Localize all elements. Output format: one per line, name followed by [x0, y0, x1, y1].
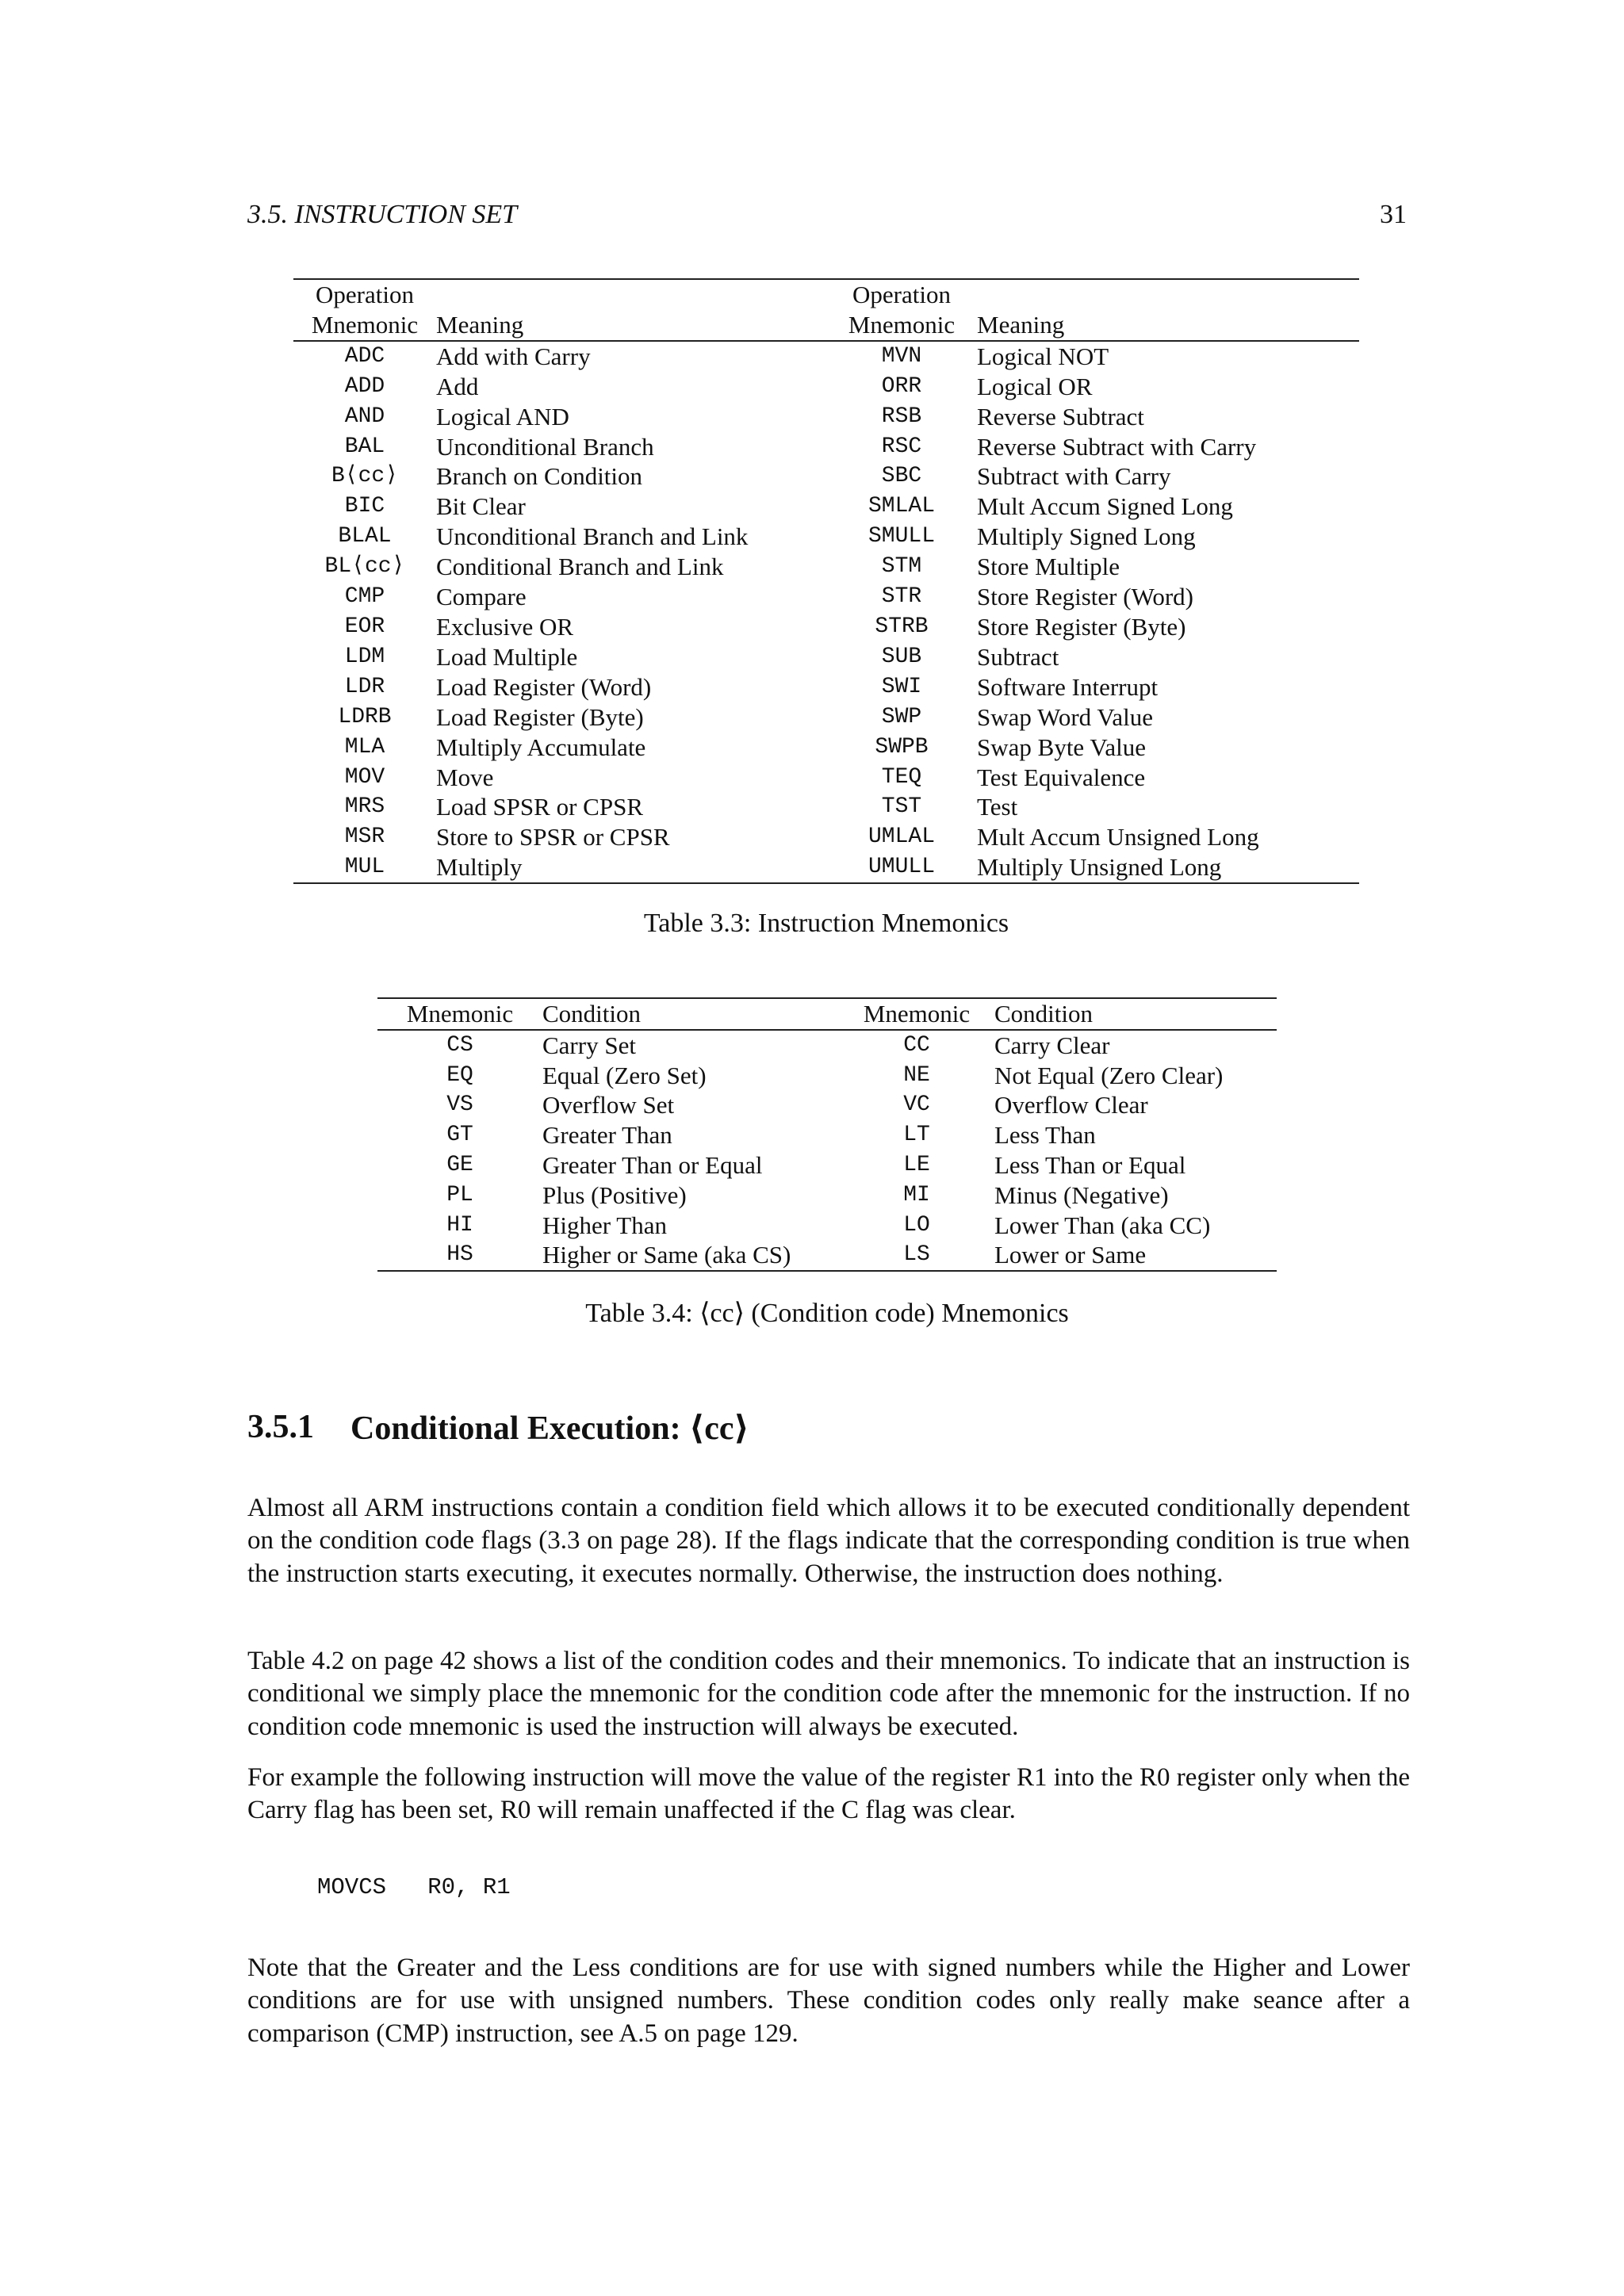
- meaning-cell: Logical AND: [436, 402, 569, 430]
- condition-mnemonic-cell: NE: [903, 1062, 930, 1088]
- mnemonic-cell: B⟨cc⟩: [331, 464, 399, 489]
- condition-mnemonic-cell: LE: [903, 1152, 930, 1177]
- table-row: [293, 822, 1359, 852]
- meaning-cell: Subtract: [977, 642, 1059, 671]
- section-running-title: 3.5. INSTRUCTION SET: [247, 200, 518, 229]
- meaning-cell: Add with Carry: [436, 342, 591, 370]
- mnemonic-cell: ORR: [881, 373, 922, 399]
- table-row: [293, 372, 1359, 402]
- mnemonic-cell: TEQ: [881, 764, 922, 790]
- condition-cell: Lower Than (aka CC): [994, 1211, 1211, 1239]
- condition-mnemonic-cell: MI: [903, 1182, 930, 1207]
- condition-cell: Equal (Zero Set): [542, 1061, 707, 1089]
- paragraph: Almost all ARM instructions contain a condition field which allows it to be executed conditionally dependent on the condition code flags (3.3 on page 28). If the flags indicate that the corresponding condition is true when the instruction starts executing, it executes normally. Otherwise, the instruction does nothing.: [247, 1494, 1410, 1588]
- section-heading: [247, 1408, 749, 1448]
- section-number: 3.5.1: [247, 1409, 314, 1445]
- meaning-cell: Reverse Subtract with Carry: [977, 432, 1257, 461]
- column-header-operation: Operation: [316, 281, 414, 308]
- table-row: [293, 432, 1359, 462]
- condition-cell: Greater Than: [542, 1121, 672, 1150]
- condition-cell: Less Than: [994, 1121, 1096, 1150]
- condition-cell: Higher Than: [542, 1211, 667, 1239]
- mnemonic-cell: STR: [881, 584, 922, 610]
- meaning-cell: Compare: [436, 583, 527, 611]
- condition-mnemonic-cell: VC: [903, 1093, 930, 1118]
- meaning-cell: Multiply Unsigned Long: [977, 853, 1222, 882]
- table-caption: Table 3.3: Instruction Mnemonics: [643, 909, 1009, 938]
- code-example: MOVCS R0, R1: [317, 1874, 511, 1900]
- meaning-cell: Test Equivalence: [977, 763, 1146, 791]
- condition-mnemonic-cell: CC: [903, 1032, 930, 1058]
- column-header-mnemonic: Mnemonic: [293, 310, 436, 341]
- meaning-cell: Reverse Subtract: [977, 402, 1144, 430]
- mnemonic-cell: BLAL: [338, 524, 392, 549]
- condition-cell: Greater Than or Equal: [542, 1150, 763, 1179]
- meaning-cell: Move: [436, 763, 494, 791]
- mnemonic-cell: EOR: [344, 614, 385, 639]
- condition-mnemonic-cell: VS: [446, 1093, 473, 1118]
- meaning-cell: Mult Accum Unsigned Long: [977, 823, 1259, 851]
- page-number: 31: [1380, 200, 1407, 229]
- column-header-mnemonic: Mnemonic: [839, 998, 994, 1030]
- condition-mnemonic-cell: GT: [446, 1123, 473, 1148]
- condition-mnemonic-cell: PL: [446, 1182, 473, 1207]
- condition-cell: Overflow Clear: [994, 1091, 1148, 1119]
- mnemonic-cell: SUB: [881, 644, 922, 669]
- table-row: [293, 612, 1359, 642]
- condition-mnemonic-cell: CS: [446, 1032, 473, 1058]
- meaning-cell: Conditional Branch and Link: [436, 553, 724, 581]
- column-header-meaning: Meaning: [977, 310, 1359, 341]
- mnemonic-cell: STM: [881, 554, 922, 580]
- condition-mnemonic-cell: HI: [446, 1212, 473, 1238]
- condition-cell: Plus (Positive): [542, 1181, 687, 1209]
- meaning-cell: Swap Byte Value: [977, 733, 1146, 761]
- meaning-cell: Exclusive OR: [436, 612, 574, 641]
- mnemonic-cell: LDR: [344, 674, 385, 699]
- mnemonic-cell: BAL: [344, 434, 385, 459]
- mnemonic-cell: SBC: [881, 464, 922, 489]
- meaning-cell: Load Register (Word): [436, 672, 652, 701]
- mnemonic-cell: TST: [881, 794, 922, 820]
- meaning-cell: Test: [977, 793, 1018, 821]
- mnemonic-cell: BIC: [344, 494, 385, 519]
- condition-cell: Carry Set: [542, 1031, 636, 1059]
- mnemonic-cell: SMULL: [868, 524, 935, 549]
- mnemonic-cell: MVN: [881, 343, 922, 369]
- table-caption: Table 3.4: ⟨cc⟩ (Condition code) Mnemonics: [585, 1299, 1069, 1328]
- mnemonic-cell: AND: [344, 404, 385, 429]
- condition-code-table: [377, 997, 1277, 1272]
- meaning-cell: Multiply Signed Long: [977, 522, 1196, 551]
- table-row: [377, 1061, 1277, 1091]
- table-row: [293, 642, 1359, 672]
- paragraph: For example the following instruction will move the value of the register R1 into the R0 register only when the Carry flag has been set, R0 will remain unaffected if the C flag was clear.: [247, 1763, 1410, 1825]
- table-row: [293, 461, 1359, 492]
- column-header-condition: Condition: [994, 998, 1277, 1030]
- instruction-mnemonics-table: [293, 278, 1359, 884]
- mnemonic-cell: LDRB: [338, 704, 392, 729]
- table-row: [377, 1150, 1277, 1181]
- mnemonic-cell: UMULL: [868, 855, 935, 880]
- condition-cell: Minus (Negative): [994, 1181, 1169, 1209]
- table-row: [293, 792, 1359, 822]
- mnemonic-cell: STRB: [875, 614, 929, 639]
- table-row: [293, 763, 1359, 793]
- condition-mnemonic-cell: HS: [446, 1242, 473, 1268]
- table-row: [377, 1211, 1277, 1241]
- paragraph: Table 4.2 on page 42 shows a list of the condition codes and their mnemonics. To indicate that an instruction is conditional we simply place the mnemonic for the condition code after the mnemonic for the instruction. If no condition code mnemonic is used the instruction will always be executed.: [247, 1647, 1410, 1741]
- mnemonic-cell: SMLAL: [868, 494, 935, 519]
- table-row: [293, 402, 1359, 432]
- table-row: [377, 1240, 1277, 1271]
- table-row: [377, 1120, 1277, 1150]
- condition-cell: Lower or Same: [994, 1241, 1147, 1269]
- condition-cell: Overflow Set: [542, 1091, 675, 1119]
- meaning-cell: Branch on Condition: [436, 462, 643, 491]
- mnemonic-cell: CMP: [344, 584, 385, 610]
- condition-cell: Not Equal (Zero Clear): [994, 1061, 1224, 1089]
- mnemonic-cell: SWPB: [875, 734, 929, 760]
- meaning-cell: Load Register (Byte): [436, 702, 644, 731]
- table-row: [293, 852, 1359, 883]
- meaning-cell: Load Multiple: [436, 642, 578, 671]
- condition-cell: Less Than or Equal: [994, 1150, 1186, 1179]
- section-title: Conditional Execution: ⟨cc⟩: [350, 1410, 749, 1447]
- condition-mnemonic-cell: LO: [903, 1212, 930, 1238]
- table-row: [293, 733, 1359, 763]
- column-header-condition: Condition: [542, 998, 839, 1030]
- meaning-cell: Bit Clear: [436, 492, 526, 521]
- condition-mnemonic-cell: EQ: [446, 1062, 473, 1088]
- column-header-mnemonic: Mnemonic: [377, 998, 542, 1030]
- meaning-cell: Unconditional Branch and Link: [436, 522, 749, 551]
- table-row: [293, 672, 1359, 702]
- mnemonic-cell: UMLAL: [868, 825, 935, 850]
- meaning-cell: Add: [436, 372, 479, 400]
- table-row: [293, 522, 1359, 552]
- table-row: [293, 582, 1359, 612]
- table-row: [293, 341, 1359, 372]
- meaning-cell: Subtract with Carry: [977, 462, 1171, 491]
- paragraph: Note that the Greater and the Less conditions are for use with signed numbers while the Higher and Lower conditions are for use with unsigned numbers. These condition codes only really make seance after a comparison (CMP) instruction, see A.5 on page 129.: [247, 1954, 1410, 2048]
- running-head: [247, 200, 1407, 230]
- meaning-cell: Multiply Accumulate: [436, 733, 646, 761]
- meaning-cell: Logical OR: [977, 372, 1093, 400]
- meaning-cell: Mult Accum Signed Long: [977, 492, 1233, 521]
- condition-cell: Higher or Same (aka CS): [542, 1241, 791, 1269]
- table-row: [293, 492, 1359, 522]
- mnemonic-cell: MLA: [344, 734, 385, 760]
- mnemonic-cell: MSR: [344, 825, 385, 850]
- table-row: [377, 1181, 1277, 1211]
- column-header-operation: Operation: [852, 281, 951, 308]
- meaning-cell: Logical NOT: [977, 342, 1109, 370]
- meaning-cell: Unconditional Branch: [436, 432, 654, 461]
- column-header-meaning: Meaning: [436, 310, 826, 341]
- condition-cell: Carry Clear: [994, 1031, 1110, 1059]
- mnemonic-cell: MRS: [344, 794, 385, 820]
- mnemonic-cell: ADC: [344, 343, 385, 369]
- meaning-cell: Store Multiple: [977, 553, 1120, 581]
- condition-mnemonic-cell: LS: [903, 1242, 930, 1268]
- meaning-cell: Store to SPSR or CPSR: [436, 823, 670, 851]
- meaning-cell: Software Interrupt: [977, 672, 1159, 701]
- mnemonic-cell: MUL: [344, 855, 385, 880]
- meaning-cell: Store Register (Word): [977, 583, 1193, 611]
- table-row: [293, 552, 1359, 582]
- mnemonic-cell: SWP: [881, 704, 922, 729]
- meaning-cell: Load SPSR or CPSR: [436, 793, 644, 821]
- mnemonic-cell: RSB: [881, 404, 922, 429]
- table-row: [377, 1090, 1277, 1120]
- mnemonic-cell: ADD: [344, 373, 385, 399]
- meaning-cell: Multiply: [436, 853, 523, 882]
- mnemonic-cell: MOV: [344, 764, 385, 790]
- mnemonic-cell: BL⟨cc⟩: [324, 554, 405, 580]
- mnemonic-cell: SWI: [881, 674, 922, 699]
- condition-mnemonic-cell: LT: [903, 1123, 930, 1148]
- condition-mnemonic-cell: GE: [446, 1152, 473, 1177]
- table-row: [377, 1030, 1277, 1061]
- mnemonic-cell: RSC: [881, 434, 922, 459]
- table-row: [293, 702, 1359, 733]
- mnemonic-cell: LDM: [344, 644, 385, 669]
- meaning-cell: Store Register (Byte): [977, 612, 1186, 641]
- column-header-mnemonic: Mnemonic: [826, 310, 977, 341]
- meaning-cell: Swap Word Value: [977, 702, 1153, 731]
